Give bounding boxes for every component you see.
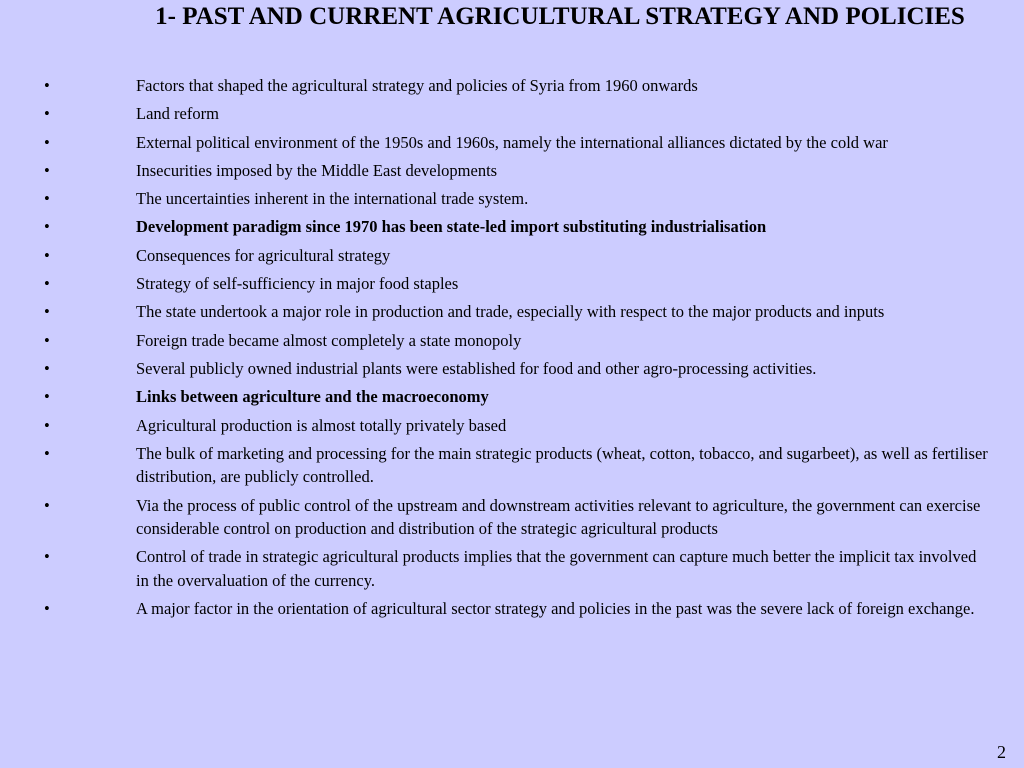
bullet-marker: • bbox=[44, 189, 50, 209]
bullet-item bbox=[0, 329, 1024, 353]
bullet-text: The bulk of marketing and processing for the main strategic products (wheat, cotton, tobacco, and sugarbeet), as well as fertiliser distribution, are publicly controlled. bbox=[136, 443, 988, 487]
bullet-text: Via the process of public control of the upstream and downstream activities relevant to agriculture, the government can exercise considerable control on production and distribution of the strategic agricultural products bbox=[136, 495, 981, 539]
bullet-item bbox=[0, 385, 1024, 409]
bullet-item bbox=[0, 215, 1024, 239]
bullet-marker: • bbox=[44, 387, 50, 407]
bullet-marker: • bbox=[44, 76, 50, 95]
bullet-marker: • bbox=[44, 274, 50, 294]
bullet-item bbox=[0, 414, 1024, 438]
bullet-marker: • bbox=[44, 302, 50, 322]
bullet-text: Strategy of self-sufficiency in major food staples bbox=[136, 274, 459, 294]
bullet-marker: • bbox=[44, 495, 50, 515]
bullet-text: The uncertainties inherent in the international trade system. bbox=[136, 189, 529, 209]
bullet-text: The state undertook a major role in production and trade, especially with respect to the major products and inputs bbox=[136, 302, 885, 322]
bullet-text: Links between agriculture and the macroeconomy bbox=[136, 387, 489, 407]
bullet-text: Control of trade in strategic agricultural products implies that the government can capture much better the implicit tax involved in the overvaluation of the currency. bbox=[136, 547, 977, 590]
bullet-item bbox=[0, 74, 1024, 98]
bullet-item bbox=[0, 244, 1024, 268]
bullet-text: Insecurities imposed by the Middle East developments bbox=[136, 160, 498, 180]
bullet-item bbox=[0, 597, 1024, 621]
bullet-text: Factors that shaped the agricultural strategy and policies of Syria from 1960 onwards bbox=[136, 76, 698, 95]
bullet-text: A major factor in the orientation of agricultural sector strategy and policies in the past was the severe lack of foreign exchange. bbox=[136, 599, 975, 619]
bullet-marker: • bbox=[44, 358, 50, 378]
bullet-marker: • bbox=[44, 330, 50, 350]
slide-title: 1- PAST AND CURRENT AGRICULTURAL STRATEGY AND POLICIES bbox=[155, 3, 965, 30]
bullet-text: Development paradigm since 1970 has been state-led import substituting industrialisation bbox=[136, 217, 767, 237]
bullet-marker: • bbox=[44, 245, 50, 265]
bullet-item bbox=[0, 494, 1024, 541]
page-number: 2 bbox=[997, 742, 1006, 762]
bullet-list bbox=[0, 74, 1024, 626]
bullet-item bbox=[0, 159, 1024, 183]
bullet-marker: • bbox=[44, 217, 50, 237]
bullet-text: Consequences for agricultural strategy bbox=[136, 245, 391, 265]
bullet-item bbox=[0, 545, 1024, 592]
bullet-item bbox=[0, 442, 1024, 489]
bullet-marker: • bbox=[44, 547, 50, 567]
bullet-item bbox=[0, 357, 1024, 381]
bullet-text: Several publicly owned industrial plants were established for food and other agro-processing activities. bbox=[136, 358, 817, 378]
bullet-marker: • bbox=[44, 160, 50, 180]
bullet-text: Agricultural production is almost totally privately based bbox=[136, 415, 507, 435]
bullet-marker: • bbox=[44, 104, 50, 124]
bullet-marker: • bbox=[44, 599, 50, 619]
bullet-marker: • bbox=[44, 415, 50, 435]
bullet-item bbox=[0, 272, 1024, 296]
bullet-text: External political environment of the 1950s and 1960s, namely the international alliances dictated by the cold war bbox=[136, 132, 888, 152]
bullet-item bbox=[0, 300, 1024, 324]
bullet-item bbox=[0, 131, 1024, 155]
bullet-text: Land reform bbox=[136, 104, 219, 124]
bullet-text: Foreign trade became almost completely a state monopoly bbox=[136, 330, 522, 350]
bullet-marker: • bbox=[44, 132, 50, 152]
bullet-marker: • bbox=[44, 443, 50, 463]
bullet-item bbox=[0, 187, 1024, 211]
bullet-item bbox=[0, 102, 1024, 126]
